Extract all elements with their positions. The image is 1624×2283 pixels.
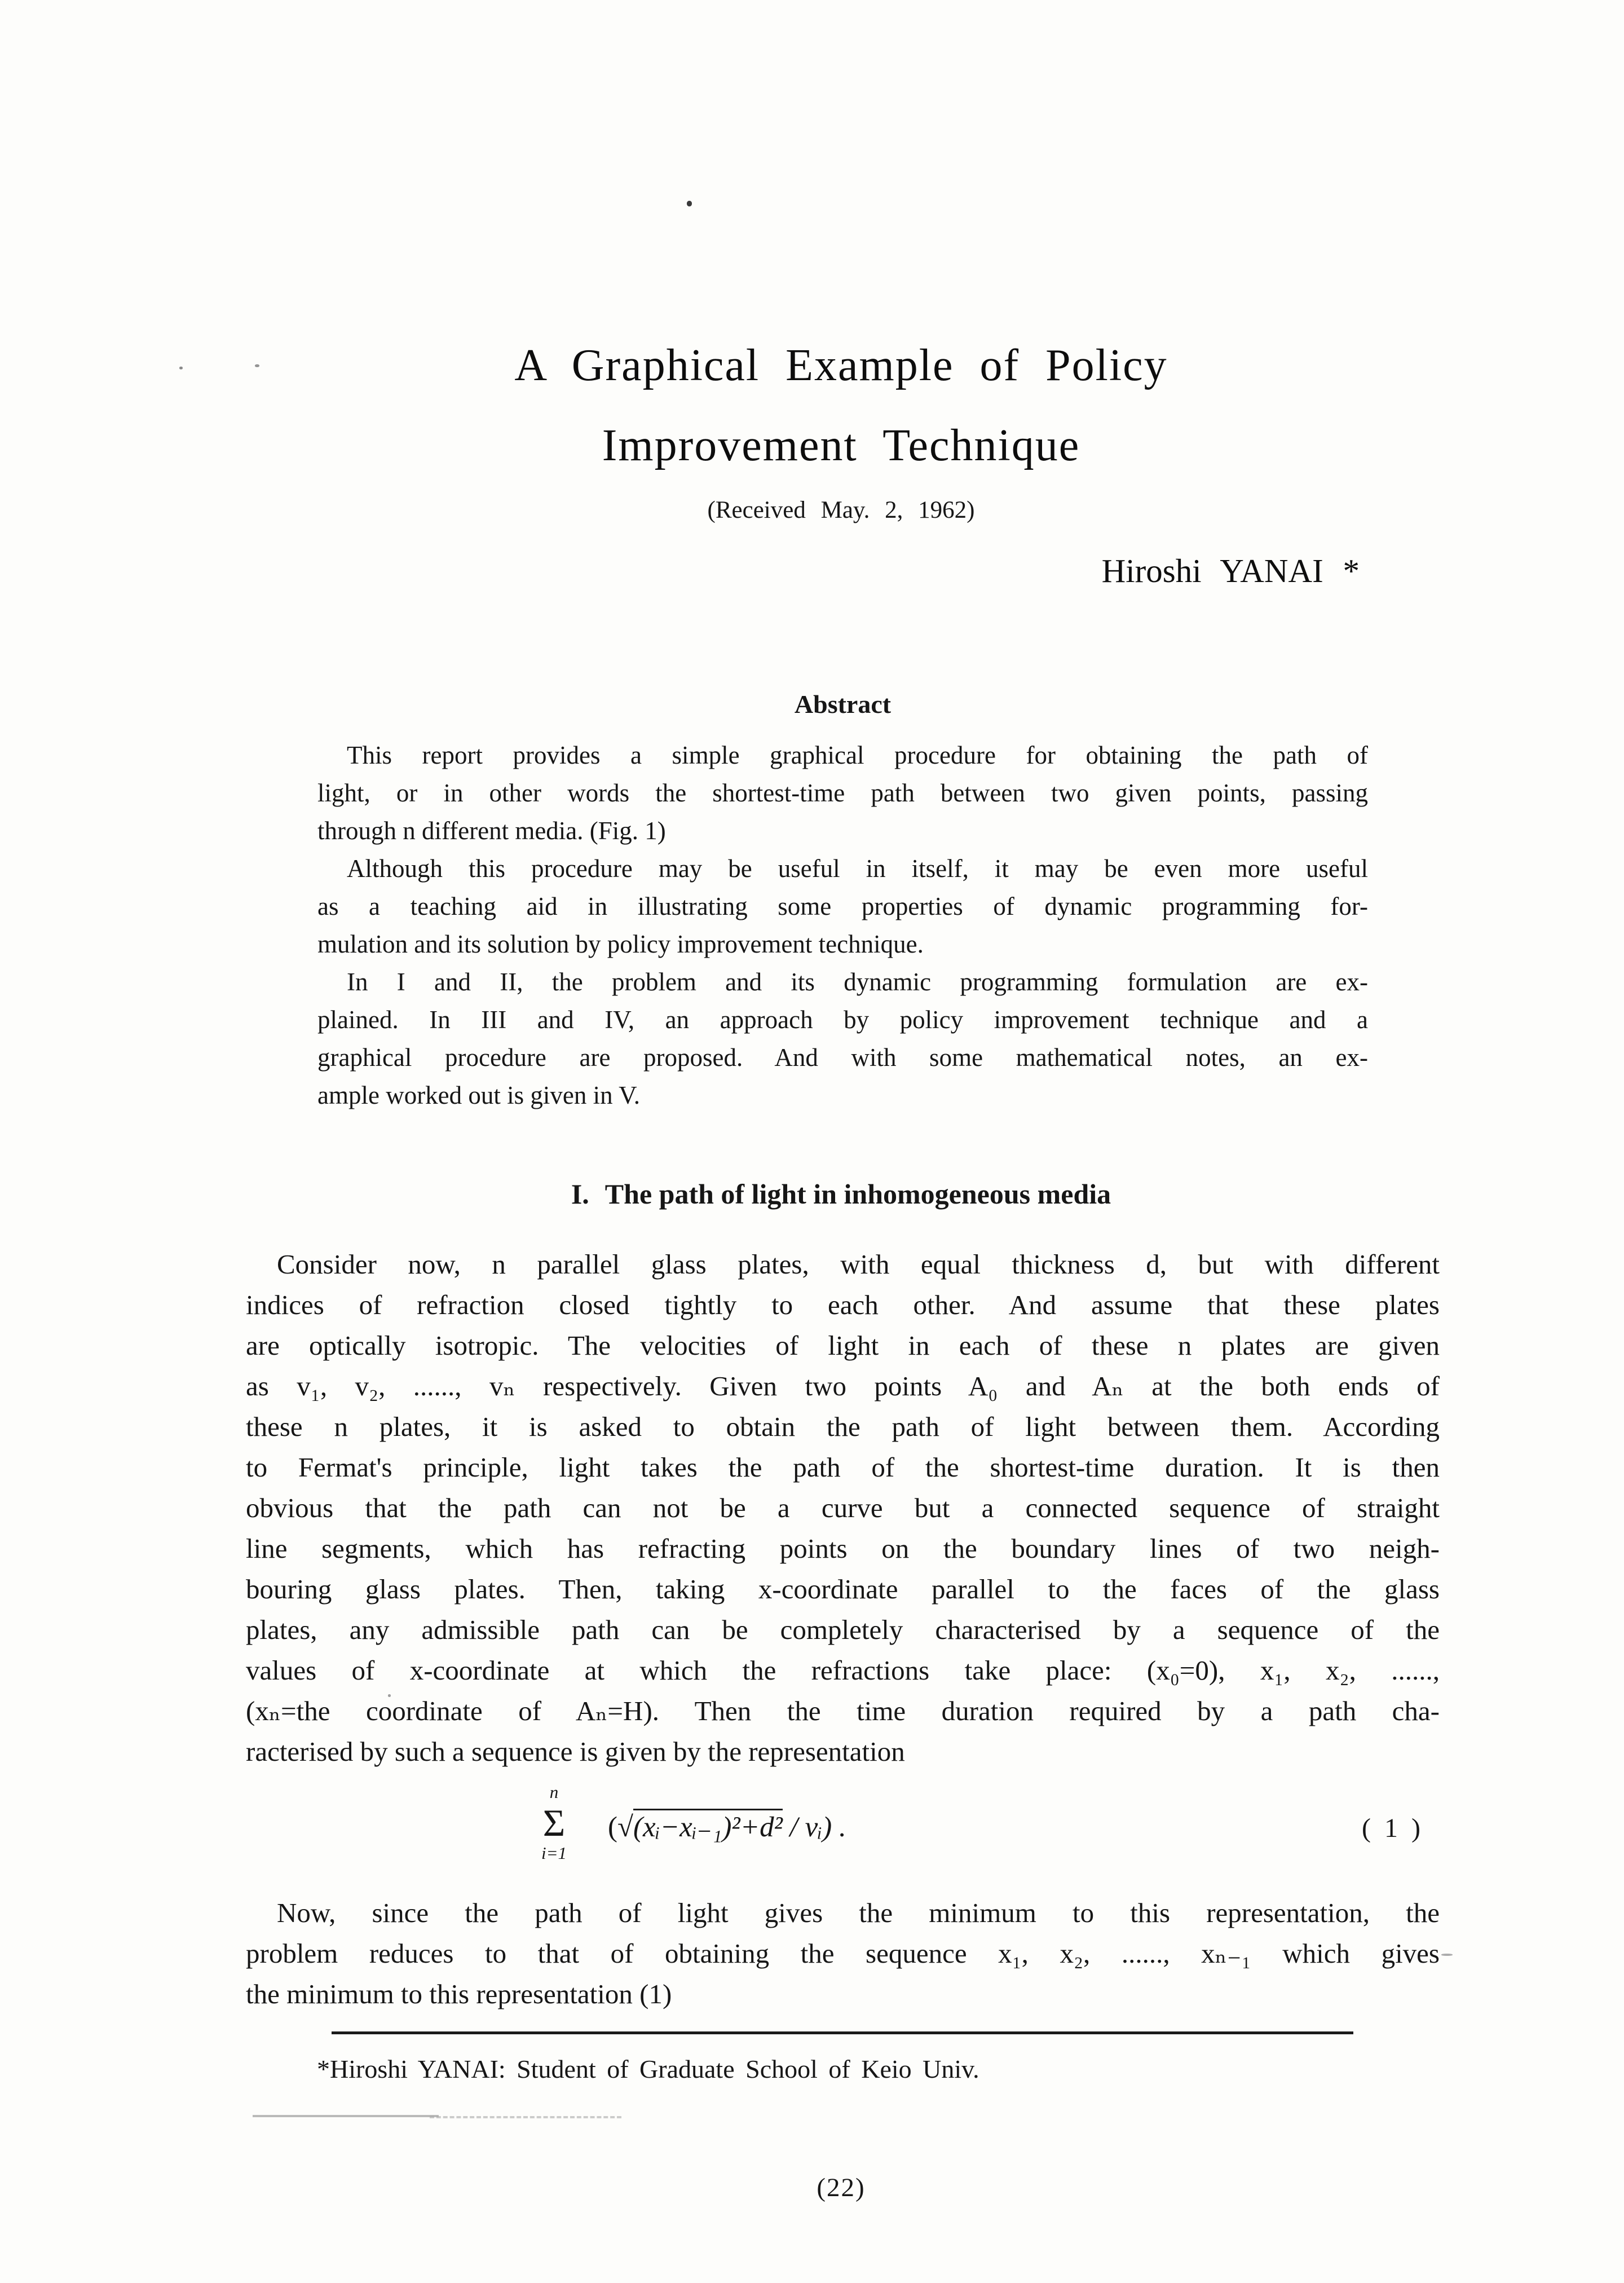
body-line: these n plates, it is asked to obtain the path of light between them. According xyxy=(246,1411,1440,1442)
body-line: values of x-coordinate at which the refractions take place: (x₀=0), x₁, x₂, ......, xyxy=(246,1655,1440,1686)
abstract-line: light, or in other words the shortest-time path between two given points, passing xyxy=(317,779,1368,807)
abstract-line: mulation and its solution by policy improvement technique. xyxy=(317,930,924,958)
paragraph-2 xyxy=(246,1893,1440,2015)
sum-lower-limit: i=1 xyxy=(541,1843,567,1863)
body-line: Consider now, n parallel glass plates, with equal thickness d, but with different xyxy=(277,1249,1440,1280)
body-line: as v₁, v₂, ......, vₙ respectively. Given two points A₀ and Aₙ at the both ends of xyxy=(246,1370,1440,1401)
summation-symbol xyxy=(541,1782,567,1863)
scan-artifact-underline xyxy=(430,2116,621,2118)
abstract-line: This report provides a simple graphical procedure for obtaining the path of xyxy=(347,741,1368,769)
abstract-line: through n different media. (Fig. 1) xyxy=(317,817,666,845)
abstract-line: In I and II, the problem and its dynamic programming formulation are ex- xyxy=(347,968,1368,996)
sum-upper-limit: n xyxy=(549,1782,559,1802)
equation-number: ( 1 ) xyxy=(1362,1813,1424,1843)
abstract-line: Although this procedure may be useful in itself, it may be even more useful xyxy=(347,854,1368,883)
paper-title-line1: A Graphical Example of Policy xyxy=(514,341,1168,390)
scan-artifact-speck xyxy=(1441,1954,1453,1956)
section-number: I. xyxy=(571,1178,589,1210)
equation-expression xyxy=(608,1810,846,1844)
abstract-line: plained. In III and IV, an approach by policy improvement technique and a xyxy=(317,1006,1368,1034)
scan-artifact-speck xyxy=(179,367,183,369)
equation-1 xyxy=(246,1781,1440,1881)
body-line: the minimum to this representation (1) xyxy=(246,1978,672,2009)
body-line: bouring glass plates. Then, taking x-coordinate parallel to the faces of the glass xyxy=(246,1574,1440,1605)
radicand: (xᵢ−xᵢ₋₁)²+d² xyxy=(633,1809,783,1843)
abstract-line: graphical procedure are proposed. And with some mathematical notes, an ex- xyxy=(317,1043,1368,1072)
body-line: obvious that the path can not be a curve but a connected sequence of straight xyxy=(246,1492,1440,1523)
page-number: (22) xyxy=(817,2173,866,2202)
footnote: *Hiroshi YANAI: Student of Graduate School of Keio Univ. xyxy=(317,2055,979,2083)
abstract-body xyxy=(317,737,1368,1114)
footnote-rule xyxy=(332,2031,1353,2034)
author-name: Hiroshi YANAI * xyxy=(1101,552,1360,589)
body-line: racterised by such a sequence is given by the representation xyxy=(246,1736,905,1767)
received-date: (Received May. 2, 1962) xyxy=(707,497,975,523)
scan-artifact-underline xyxy=(253,2115,439,2117)
body-line: indices of refraction closed tightly to each other. And assume that these plates xyxy=(246,1289,1440,1320)
abstract-line: ample worked out is given in V. xyxy=(317,1081,641,1109)
section-title: The path of light in inhomogeneous media xyxy=(604,1178,1111,1210)
abstract-heading: Abstract xyxy=(794,690,892,719)
body-line: line segments, which has refracting points on the boundary lines of two neigh- xyxy=(246,1533,1440,1564)
section-heading xyxy=(242,1178,1440,1210)
paper-title-line2: Improvement Technique xyxy=(602,421,1080,470)
scan-artifact-speck xyxy=(687,201,692,206)
paragraph-1 xyxy=(246,1244,1440,1772)
body-line: are optically isotropic. The velocities of light in each of these n plates are given xyxy=(246,1330,1440,1361)
body-line: problem reduces to that of obtaining the sequence x₁, x₂, ......, xₙ₋₁ which gives xyxy=(246,1938,1440,1969)
expression-tail: / vᵢ) . xyxy=(782,1812,846,1843)
body-line: plates, any admissible path can be completely characterised by a sequence of the xyxy=(246,1614,1440,1645)
radical-sign: (√ xyxy=(608,1812,633,1843)
body-line: to Fermat's principle, light takes the path of the shortest-time duration. It is then xyxy=(246,1452,1440,1483)
body-line: (xₙ=the coordinate of Aₙ=H). Then the time duration required by a path cha- xyxy=(246,1695,1440,1726)
body-line: Now, since the path of light gives the minimum to this representation, the xyxy=(277,1897,1440,1928)
sigma-glyph: Σ xyxy=(542,1801,566,1844)
abstract-line: as a teaching aid in illustrating some properties of dynamic programming for- xyxy=(317,892,1368,920)
